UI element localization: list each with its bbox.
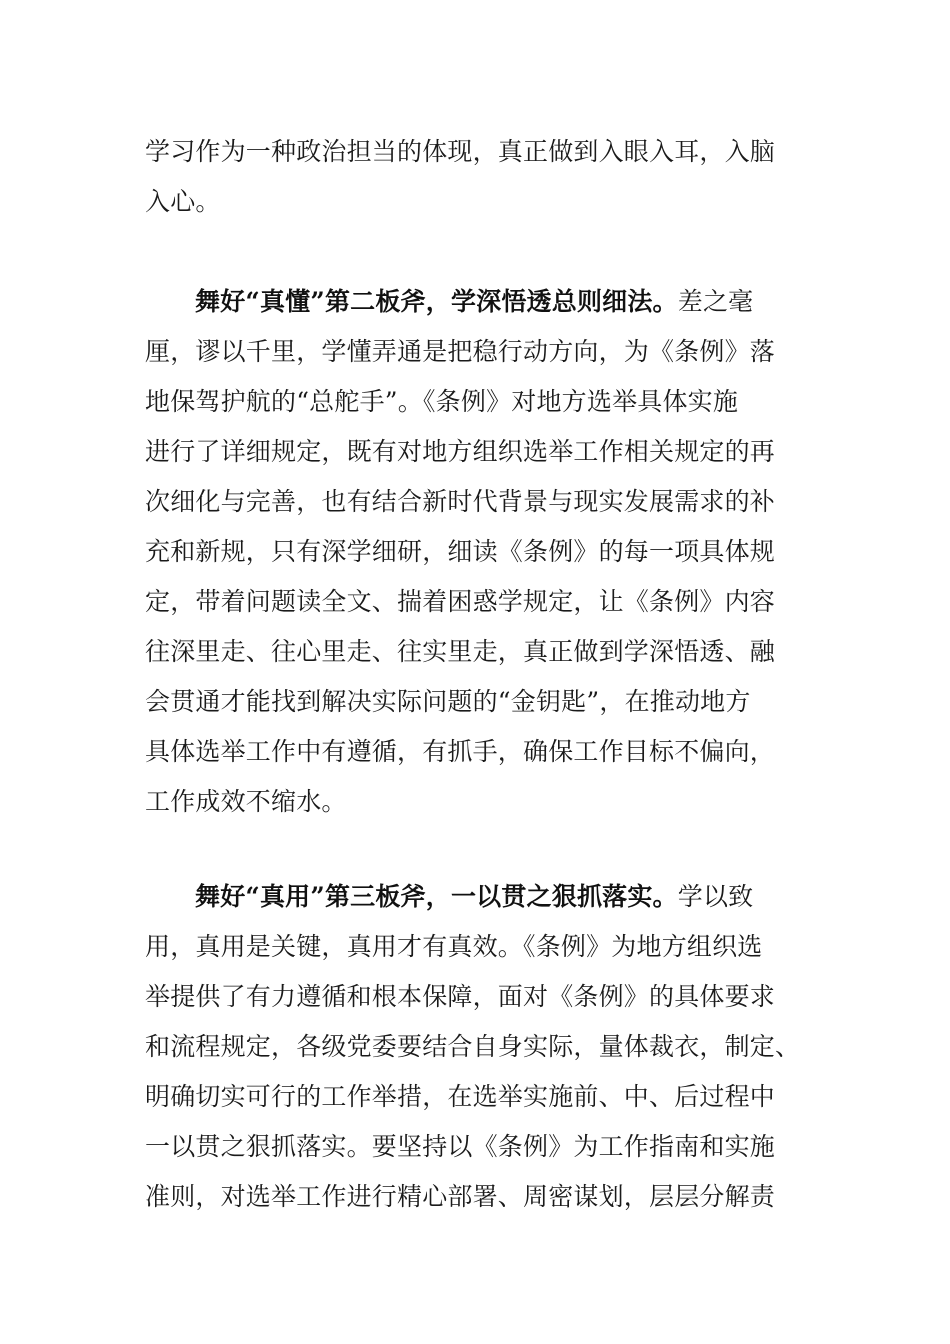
body-text-line: 会贯通才能找到解决实际问题的“金钥匙”，在推动地方 [145, 687, 751, 716]
body-text-line: 准则，对选举工作进行精心部署、周密谋划，层层分解责 [145, 1182, 776, 1211]
paragraph-heading: 舞好“真懂”第二板斧，学深悟透总则细法。 [195, 287, 678, 316]
body-text-line: 进行了详细规定，既有对地方组织选举工作相关规定的再 [145, 437, 776, 466]
body-text-line: 举提供了有力遵循和根本保障，面对《条例》的具体要求 [145, 982, 776, 1011]
body-text-line: 厘，谬以千里，学懂弄通是把稳行动方向，为《条例》落 [145, 337, 776, 366]
body-text-line: 地保驾护航的“总舵手”。《条例》对地方选举具体实施 [145, 387, 739, 416]
paragraph-first-line [195, 880, 753, 914]
body-text-line: 工作成效不缩水。 [145, 787, 347, 816]
body-text-line: 往深里走、往心里走、往实里走，真正做到学深悟透、融 [145, 637, 776, 666]
body-text-line: 明确切实可行的工作举措，在选举实施前、中、后过程中 [145, 1082, 776, 1111]
paragraph-heading: 舞好“真用”第三板斧，一以贯之狠抓落实。 [195, 882, 678, 911]
body-text: 学以致 [677, 882, 754, 911]
body-text-line: 一以贯之狠抓落实。要坚持以《条例》为工作指南和实施 [145, 1132, 776, 1161]
body-text-line: 充和新规，只有深学细研，细读《条例》的每一项具体规 [145, 537, 776, 566]
body-text-line: 定，带着问题读全文、揣着困惑学规定，让《条例》内容 [145, 587, 776, 616]
body-text-line: 和流程规定，各级党委要结合自身实际，量体裁衣，制定、 [145, 1032, 801, 1061]
paragraph-first-line [195, 285, 753, 319]
body-text-line: 学习作为一种政治担当的体现，真正做到入眼入耳，入脑 [145, 137, 776, 166]
body-text-line: 次细化与完善，也有结合新时代背景与现实发展需求的补 [145, 487, 776, 516]
body-text: 差之毫 [677, 287, 754, 316]
body-text-line: 用，真用是关键，真用才有真效。《条例》为地方组织选 [145, 932, 763, 961]
body-text-line: 具体选举工作中有遵循，有抓手，确保工作目标不偏向， [145, 737, 776, 766]
body-text-line: 入心。 [145, 187, 221, 216]
